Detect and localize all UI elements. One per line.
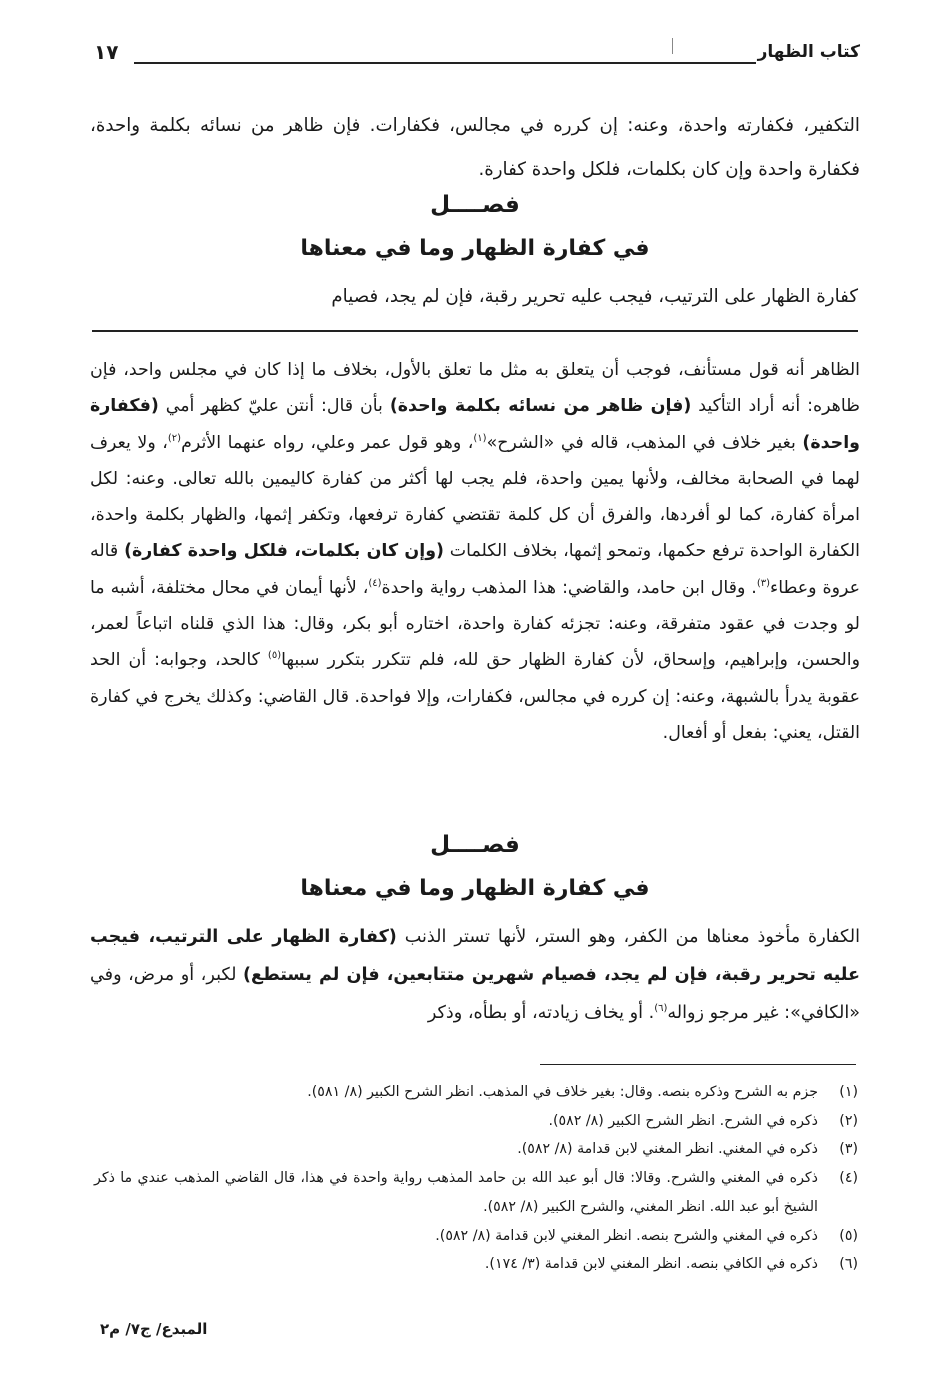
sharh-text: ، وهو قول عمر وعلي، رواه عنهما الأثرم	[181, 432, 474, 453]
fasl-heading-2: فصــــل	[430, 832, 520, 858]
footnote-number: (٦)	[839, 1256, 858, 1273]
footnote-number: (٣)	[839, 1141, 858, 1158]
matn-line: كفارة الظهار على الترتيب، فيجب عليه تحرير رقبة، فإن لم يجد، فصيام	[331, 286, 858, 307]
footnote-item	[94, 1107, 858, 1136]
quoted-matn: (كفارة الظهار على الترتيب، فيجب عليه تحرير رقبة، فإن لم يجد، فصيام شهرين متتابعين، فإن لم يستطع)	[90, 927, 860, 985]
header-rule	[134, 62, 756, 64]
footnote-ref[interactable]: (٦)	[654, 1003, 668, 1015]
sharh-text: ، لأنها أيمان في محال مختلفة، أشبه ما لو وجدت في عقود متفرقة، وعنه: تجزئه كفارة واحدة، اختاره أبو بكر، وقال: هذا الذي قلناه اتباعاً لعمر، والحسن، وإبراهيم، وإسحاق، لأن كفارة الظهار حق لله، فلم تتكرر بتكرر سببها	[90, 577, 861, 671]
fasl-heading-1: فصــــل	[430, 192, 520, 218]
footnote-ref[interactable]: (٣)	[756, 577, 771, 589]
sharh-text: قاله عروة وعطاء	[90, 541, 860, 598]
section-title-2: في كفارة الظهار وما في معناها	[300, 876, 650, 901]
footnote-number: (١)	[839, 1084, 858, 1100]
sharh-text: ، ولا يعرف لهما في الصحابة مخالف، ولأنها يمين واحدة، فلم يجب لها أكثر من كفارة كاليمين بالله تعالى. وعنه: لكل امرأة كفارة، كما لو أفردها، والفرق أن كل كلمة تقتضي كفارة ترفعها، وتكفر إثمها، والظهار بكلمة واحدة، الكفارة الواحدة ترفع حكمها، وتمحو إثمها، بخلاف الكلمات	[90, 432, 860, 562]
footnote-text: ذكره في المغني. انظر المغني لابن قدامة (٨/ ٥٨٢).	[517, 1141, 818, 1158]
header-tick	[672, 38, 673, 54]
footnote-item	[94, 1135, 858, 1164]
running-title: كتاب الظهار	[757, 42, 860, 62]
footnote-separator	[540, 1064, 856, 1065]
footnote-item	[94, 1078, 858, 1107]
footnote-item	[94, 1222, 858, 1251]
sharh-text: بأن قال: أنتن عليّ كظهر أمي	[158, 396, 390, 417]
footnote-number: (٤)	[839, 1170, 858, 1187]
footnote-ref[interactable]: (٥)	[267, 650, 282, 662]
quoted-matn: (فكفارة واحدة)	[90, 396, 860, 453]
footnote-text: ذكره في المغني والشرح. وقالا: قال أبو عبد الله بن حامد المذهب رواية واحدة في هذا، قال القاضي المذهب عندي ما ذكر الشيخ أبو عبد الله. انظر المغني، والشرح الكبير (٨/ ٥٨٢).	[94, 1170, 818, 1215]
footnote-text: ذكره في الشرح. انظر الشرح الكبير (٨/ ٥٨٢).	[548, 1112, 818, 1129]
quoted-matn: (فإن ظاهر من نسائه بكلمة واحدة)	[389, 396, 692, 417]
footnote-text: ذكره في الكافي بنصه. انظر المغني لابن قدامة (٣/ ١٧٤).	[484, 1256, 818, 1273]
sharh-text: لكبر، أو مرض، وفي «الكافي»: غير مرجو زواله	[90, 965, 860, 1023]
footnotes	[94, 1078, 858, 1279]
footnote-ref[interactable]: (٤)	[368, 577, 382, 589]
page-number: ١٧	[94, 40, 119, 64]
section-title-1: في كفارة الظهار وما في معناها	[300, 236, 650, 261]
footnote-text: ذكره في المغني والشرح بنصه. انظر المغني لابن قدامة (٨/ ٥٨٢).	[435, 1227, 818, 1244]
quoted-matn: (وإن كان بكلمات، فلكل واحدة كفارة)	[124, 541, 444, 562]
page-header	[94, 38, 860, 72]
printer-signature: المبدع/ ج٧/ م٢	[100, 1320, 208, 1338]
sharh-text: . أو يخاف زيادته، أو بطأه، وذكر	[427, 1003, 655, 1023]
sharh-text: بغير خلاف في المذهب، قاله في «الشرح»	[486, 432, 803, 453]
sharh-text: الظاهر أنه قول مستأنف، فوجب أن يتعلق به مثل ما تعلق بالأول، بخلاف ما إذا كان في مجلس واحد، فإن ظاهره: أنه أراد التأكيد	[90, 360, 860, 417]
footnote-ref[interactable]: (١)	[473, 432, 487, 444]
sharh-text: الكفارة مأخوذ معناها من الكفر، وهو الستر، لأنها تستر الذنب	[396, 927, 860, 947]
footnote-ref[interactable]: (٢)	[167, 432, 182, 444]
footnote-number: (٥)	[839, 1227, 858, 1244]
footnote-item	[94, 1250, 858, 1279]
sharh-paragraph-1	[90, 352, 860, 751]
footnote-item	[94, 1164, 858, 1221]
matn-paragraph-top	[90, 104, 860, 192]
footnote-text: جزم به الشرح وذكره بنصه. وقال: بغير خلاف في المذهب. انظر الشرح الكبير (٨/ ٥٨١).	[307, 1084, 818, 1100]
sharh-text: كالحد، وجوابه: أن الحد عقوبة يدرأ بالشبهة، وعنه: إن كرره في مجالس، فكفارات، وإلا فواحدة. قال القاضي: وكذلك يخرج في كفارة القتل، يعني: بفعل أو أفعال.	[90, 650, 860, 743]
sharh-paragraph-2	[90, 918, 860, 1032]
footnote-number: (٢)	[839, 1112, 858, 1129]
sharh-text: . وقال ابن حامد، والقاضي: هذا المذهب رواية واحدة	[381, 577, 757, 598]
matn-text: التكفير، فكفارته واحدة، وعنه: إن كرره في مجالس، فكفارات. فإن ظاهر من نسائه بكلمة واحدة، فكفارة واحدة وإن كان بكلمات، فلكل واحدة كفارة.	[90, 115, 860, 180]
matn-sharh-divider	[92, 330, 858, 332]
